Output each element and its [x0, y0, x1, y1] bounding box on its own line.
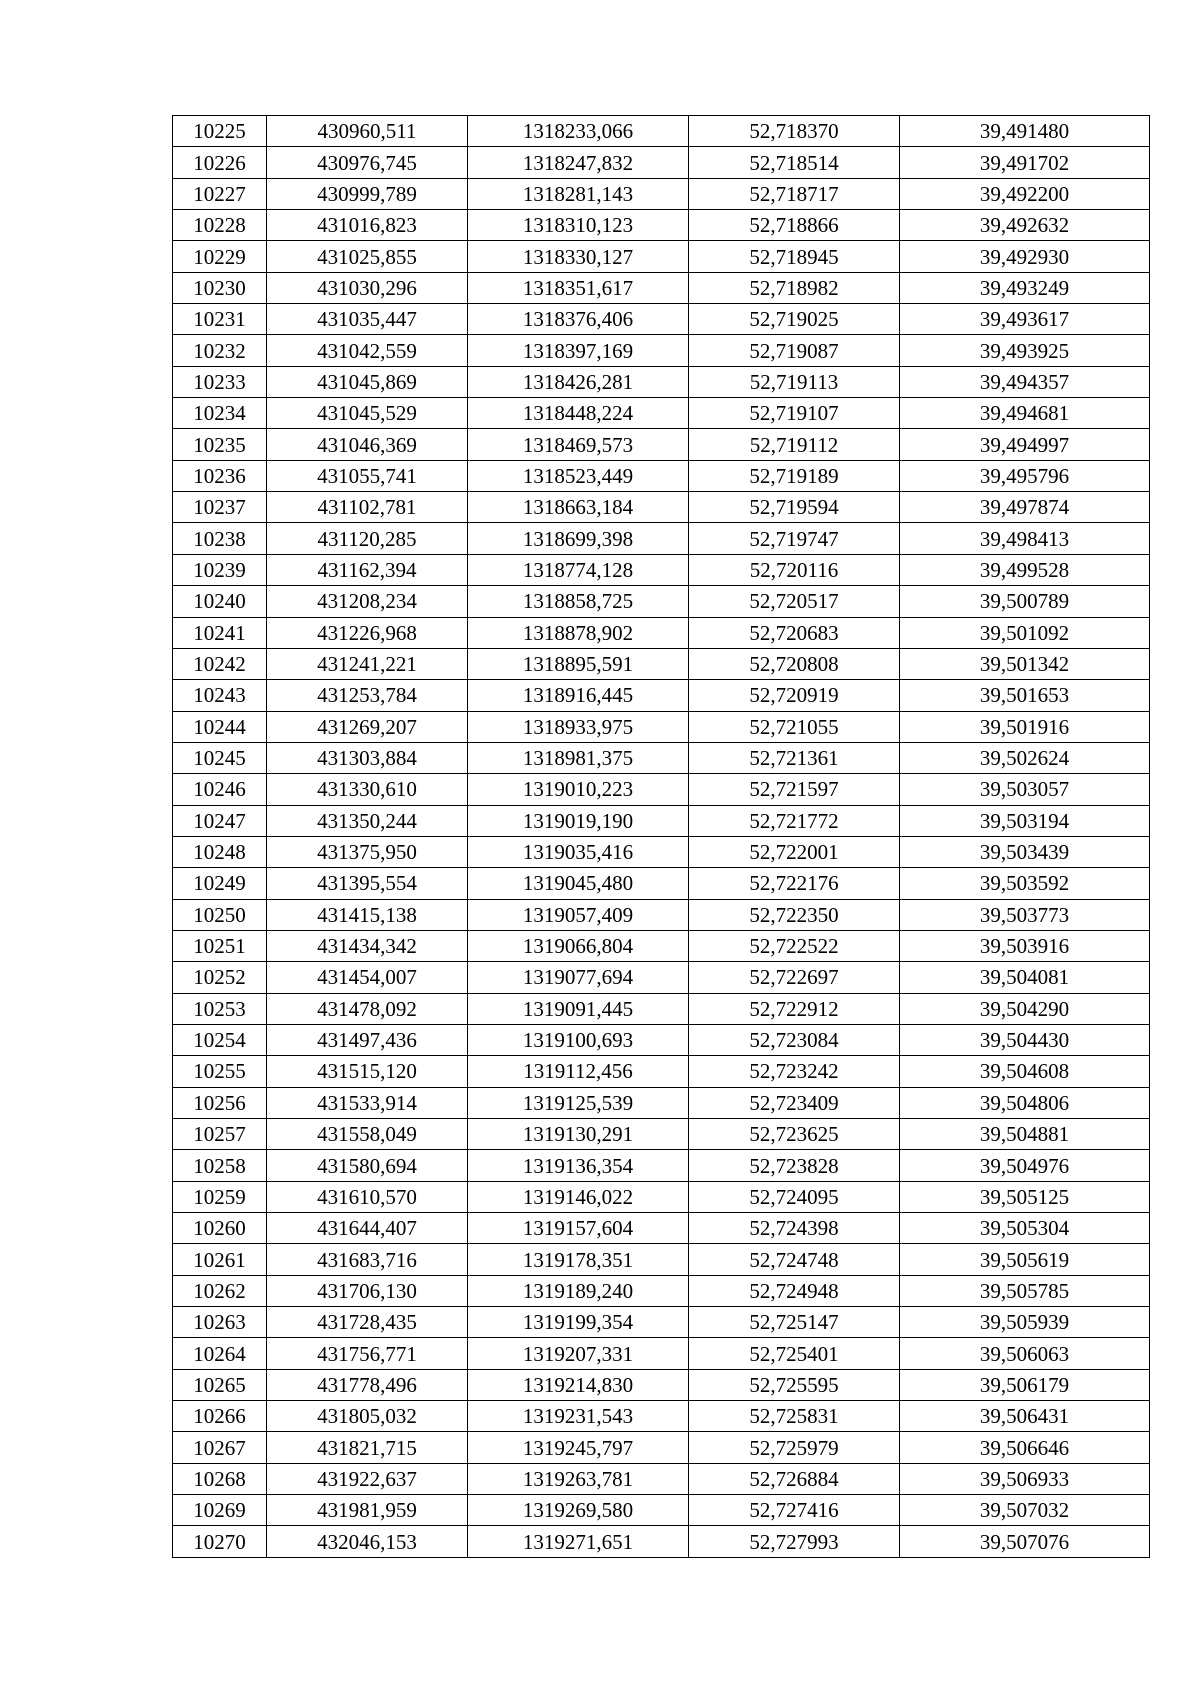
x-coordinate-cell: 431025,855	[267, 241, 468, 272]
latitude-cell: 52,724398	[689, 1213, 900, 1244]
longitude-cell: 39,507032	[900, 1495, 1150, 1526]
table-row	[173, 1463, 1150, 1494]
longitude-cell: 39,504290	[900, 993, 1150, 1024]
table-row	[173, 868, 1150, 899]
point-number-cell: 10229	[173, 241, 267, 272]
table-row	[173, 554, 1150, 585]
x-coordinate-cell: 432046,153	[267, 1526, 468, 1557]
x-coordinate-cell: 431922,637	[267, 1463, 468, 1494]
longitude-cell: 39,506646	[900, 1432, 1150, 1463]
y-coordinate-cell: 1318469,573	[468, 429, 689, 460]
point-number-cell: 10251	[173, 930, 267, 961]
coordinates-table	[172, 115, 1150, 1558]
latitude-cell: 52,726884	[689, 1463, 900, 1494]
latitude-cell: 52,719594	[689, 492, 900, 523]
x-coordinate-cell: 431162,394	[267, 554, 468, 585]
latitude-cell: 52,723242	[689, 1056, 900, 1087]
longitude-cell: 39,492200	[900, 178, 1150, 209]
table-row	[173, 648, 1150, 679]
table-row	[173, 272, 1150, 303]
latitude-cell: 52,721597	[689, 774, 900, 805]
y-coordinate-cell: 1319091,445	[468, 993, 689, 1024]
longitude-cell: 39,507076	[900, 1526, 1150, 1557]
point-number-cell: 10238	[173, 523, 267, 554]
point-number-cell: 10257	[173, 1119, 267, 1150]
table-row	[173, 523, 1150, 554]
x-coordinate-cell: 431515,120	[267, 1056, 468, 1087]
longitude-cell: 39,506063	[900, 1338, 1150, 1369]
point-number-cell: 10252	[173, 962, 267, 993]
table-row	[173, 398, 1150, 429]
y-coordinate-cell: 1318916,445	[468, 680, 689, 711]
x-coordinate-cell: 431706,130	[267, 1275, 468, 1306]
latitude-cell: 52,719025	[689, 304, 900, 335]
table-row	[173, 899, 1150, 930]
y-coordinate-cell: 1318895,591	[468, 648, 689, 679]
y-coordinate-cell: 1318933,975	[468, 711, 689, 742]
table-row	[173, 241, 1150, 272]
x-coordinate-cell: 431756,771	[267, 1338, 468, 1369]
point-number-cell: 10233	[173, 366, 267, 397]
y-coordinate-cell: 1319045,480	[468, 868, 689, 899]
point-number-cell: 10248	[173, 836, 267, 867]
table-row	[173, 742, 1150, 773]
y-coordinate-cell: 1318523,449	[468, 460, 689, 491]
y-coordinate-cell: 1319010,223	[468, 774, 689, 805]
point-number-cell: 10232	[173, 335, 267, 366]
longitude-cell: 39,503773	[900, 899, 1150, 930]
point-number-cell: 10235	[173, 429, 267, 460]
table-row	[173, 711, 1150, 742]
y-coordinate-cell: 1319245,797	[468, 1432, 689, 1463]
table-row	[173, 304, 1150, 335]
table-row	[173, 1087, 1150, 1118]
latitude-cell: 52,722522	[689, 930, 900, 961]
y-coordinate-cell: 1318351,617	[468, 272, 689, 303]
y-coordinate-cell: 1319178,351	[468, 1244, 689, 1275]
point-number-cell: 10262	[173, 1275, 267, 1306]
y-coordinate-cell: 1319189,240	[468, 1275, 689, 1306]
table-row	[173, 178, 1150, 209]
point-number-cell: 10231	[173, 304, 267, 335]
longitude-cell: 39,505619	[900, 1244, 1150, 1275]
latitude-cell: 52,718370	[689, 116, 900, 147]
x-coordinate-cell: 431303,884	[267, 742, 468, 773]
table-row	[173, 1024, 1150, 1055]
x-coordinate-cell: 431805,032	[267, 1401, 468, 1432]
x-coordinate-cell: 431102,781	[267, 492, 468, 523]
point-number-cell: 10268	[173, 1463, 267, 1494]
x-coordinate-cell: 431497,436	[267, 1024, 468, 1055]
x-coordinate-cell: 431208,234	[267, 586, 468, 617]
y-coordinate-cell: 1319125,539	[468, 1087, 689, 1118]
longitude-cell: 39,506933	[900, 1463, 1150, 1494]
point-number-cell: 10236	[173, 460, 267, 491]
longitude-cell: 39,505125	[900, 1181, 1150, 1212]
y-coordinate-cell: 1319100,693	[468, 1024, 689, 1055]
point-number-cell: 10255	[173, 1056, 267, 1087]
x-coordinate-cell: 431055,741	[267, 460, 468, 491]
longitude-cell: 39,493617	[900, 304, 1150, 335]
longitude-cell: 39,497874	[900, 492, 1150, 523]
y-coordinate-cell: 1318397,169	[468, 335, 689, 366]
x-coordinate-cell: 431045,869	[267, 366, 468, 397]
table-row	[173, 335, 1150, 366]
table-row	[173, 993, 1150, 1024]
y-coordinate-cell: 1319231,543	[468, 1401, 689, 1432]
x-coordinate-cell: 431226,968	[267, 617, 468, 648]
x-coordinate-cell: 431778,496	[267, 1369, 468, 1400]
point-number-cell: 10250	[173, 899, 267, 930]
y-coordinate-cell: 1318426,281	[468, 366, 689, 397]
table-row	[173, 1213, 1150, 1244]
y-coordinate-cell: 1318981,375	[468, 742, 689, 773]
table-row	[173, 1495, 1150, 1526]
point-number-cell: 10253	[173, 993, 267, 1024]
latitude-cell: 52,724948	[689, 1275, 900, 1306]
latitude-cell: 52,718717	[689, 178, 900, 209]
x-coordinate-cell: 431241,221	[267, 648, 468, 679]
table-row	[173, 930, 1150, 961]
longitude-cell: 39,501342	[900, 648, 1150, 679]
table-row	[173, 805, 1150, 836]
y-coordinate-cell: 1318310,123	[468, 210, 689, 241]
y-coordinate-cell: 1318858,725	[468, 586, 689, 617]
y-coordinate-cell: 1318663,184	[468, 492, 689, 523]
x-coordinate-cell: 430999,789	[267, 178, 468, 209]
coordinates-table-body	[173, 116, 1150, 1558]
table-row	[173, 962, 1150, 993]
point-number-cell: 10244	[173, 711, 267, 742]
x-coordinate-cell: 431533,914	[267, 1087, 468, 1118]
x-coordinate-cell: 431434,342	[267, 930, 468, 961]
table-row	[173, 1369, 1150, 1400]
x-coordinate-cell: 431045,529	[267, 398, 468, 429]
y-coordinate-cell: 1319207,331	[468, 1338, 689, 1369]
latitude-cell: 52,723625	[689, 1119, 900, 1150]
latitude-cell: 52,721361	[689, 742, 900, 773]
longitude-cell: 39,505304	[900, 1213, 1150, 1244]
point-number-cell: 10242	[173, 648, 267, 679]
point-number-cell: 10243	[173, 680, 267, 711]
y-coordinate-cell: 1318281,143	[468, 178, 689, 209]
point-number-cell: 10263	[173, 1307, 267, 1338]
table-row	[173, 680, 1150, 711]
y-coordinate-cell: 1319066,804	[468, 930, 689, 961]
point-number-cell: 10240	[173, 586, 267, 617]
x-coordinate-cell: 431981,959	[267, 1495, 468, 1526]
y-coordinate-cell: 1319077,694	[468, 962, 689, 993]
point-number-cell: 10245	[173, 742, 267, 773]
longitude-cell: 39,503592	[900, 868, 1150, 899]
x-coordinate-cell: 431253,784	[267, 680, 468, 711]
longitude-cell: 39,500789	[900, 586, 1150, 617]
latitude-cell: 52,719087	[689, 335, 900, 366]
y-coordinate-cell: 1319130,291	[468, 1119, 689, 1150]
y-coordinate-cell: 1319146,022	[468, 1181, 689, 1212]
latitude-cell: 52,725595	[689, 1369, 900, 1400]
x-coordinate-cell: 431042,559	[267, 335, 468, 366]
table-row	[173, 1181, 1150, 1212]
x-coordinate-cell: 431644,407	[267, 1213, 468, 1244]
table-row	[173, 1275, 1150, 1306]
x-coordinate-cell: 431415,138	[267, 899, 468, 930]
longitude-cell: 39,505785	[900, 1275, 1150, 1306]
table-row	[173, 1338, 1150, 1369]
table-row	[173, 1244, 1150, 1275]
latitude-cell: 52,718945	[689, 241, 900, 272]
latitude-cell: 52,718866	[689, 210, 900, 241]
longitude-cell: 39,491702	[900, 147, 1150, 178]
y-coordinate-cell: 1319157,604	[468, 1213, 689, 1244]
latitude-cell: 52,719113	[689, 366, 900, 397]
point-number-cell: 10260	[173, 1213, 267, 1244]
table-row	[173, 210, 1150, 241]
x-coordinate-cell: 431610,570	[267, 1181, 468, 1212]
point-number-cell: 10241	[173, 617, 267, 648]
x-coordinate-cell: 431683,716	[267, 1244, 468, 1275]
longitude-cell: 39,503916	[900, 930, 1150, 961]
longitude-cell: 39,503194	[900, 805, 1150, 836]
table-row	[173, 586, 1150, 617]
longitude-cell: 39,503057	[900, 774, 1150, 805]
table-row	[173, 1150, 1150, 1181]
longitude-cell: 39,499528	[900, 554, 1150, 585]
latitude-cell: 52,725401	[689, 1338, 900, 1369]
longitude-cell: 39,504976	[900, 1150, 1150, 1181]
y-coordinate-cell: 1318774,128	[468, 554, 689, 585]
latitude-cell: 52,724748	[689, 1244, 900, 1275]
x-coordinate-cell: 431728,435	[267, 1307, 468, 1338]
table-row	[173, 836, 1150, 867]
y-coordinate-cell: 1318699,398	[468, 523, 689, 554]
point-number-cell: 10246	[173, 774, 267, 805]
longitude-cell: 39,502624	[900, 742, 1150, 773]
x-coordinate-cell: 431035,447	[267, 304, 468, 335]
y-coordinate-cell: 1319263,781	[468, 1463, 689, 1494]
longitude-cell: 39,492632	[900, 210, 1150, 241]
point-number-cell: 10256	[173, 1087, 267, 1118]
table-row	[173, 1401, 1150, 1432]
longitude-cell: 39,494997	[900, 429, 1150, 460]
point-number-cell: 10234	[173, 398, 267, 429]
x-coordinate-cell: 431046,369	[267, 429, 468, 460]
longitude-cell: 39,494681	[900, 398, 1150, 429]
x-coordinate-cell: 431120,285	[267, 523, 468, 554]
point-number-cell: 10254	[173, 1024, 267, 1055]
latitude-cell: 52,722001	[689, 836, 900, 867]
longitude-cell: 39,503439	[900, 836, 1150, 867]
y-coordinate-cell: 1318247,832	[468, 147, 689, 178]
longitude-cell: 39,491480	[900, 116, 1150, 147]
x-coordinate-cell: 431395,554	[267, 868, 468, 899]
longitude-cell: 39,506431	[900, 1401, 1150, 1432]
table-row	[173, 429, 1150, 460]
latitude-cell: 52,719747	[689, 523, 900, 554]
point-number-cell: 10239	[173, 554, 267, 585]
latitude-cell: 52,723409	[689, 1087, 900, 1118]
point-number-cell: 10226	[173, 147, 267, 178]
point-number-cell: 10259	[173, 1181, 267, 1212]
longitude-cell: 39,498413	[900, 523, 1150, 554]
longitude-cell: 39,504081	[900, 962, 1150, 993]
point-number-cell: 10267	[173, 1432, 267, 1463]
y-coordinate-cell: 1318878,902	[468, 617, 689, 648]
point-number-cell: 10247	[173, 805, 267, 836]
longitude-cell: 39,504806	[900, 1087, 1150, 1118]
latitude-cell: 52,722350	[689, 899, 900, 930]
point-number-cell: 10261	[173, 1244, 267, 1275]
latitude-cell: 52,727993	[689, 1526, 900, 1557]
table-row	[173, 1056, 1150, 1087]
longitude-cell: 39,504881	[900, 1119, 1150, 1150]
latitude-cell: 52,725979	[689, 1432, 900, 1463]
point-number-cell: 10249	[173, 868, 267, 899]
table-row	[173, 147, 1150, 178]
longitude-cell: 39,501092	[900, 617, 1150, 648]
longitude-cell: 39,504430	[900, 1024, 1150, 1055]
longitude-cell: 39,506179	[900, 1369, 1150, 1400]
table-row	[173, 492, 1150, 523]
table-row	[173, 774, 1150, 805]
x-coordinate-cell: 431350,244	[267, 805, 468, 836]
longitude-cell: 39,493249	[900, 272, 1150, 303]
table-row	[173, 460, 1150, 491]
table-row	[173, 1432, 1150, 1463]
longitude-cell: 39,504608	[900, 1056, 1150, 1087]
x-coordinate-cell: 431269,207	[267, 711, 468, 742]
y-coordinate-cell: 1319035,416	[468, 836, 689, 867]
point-number-cell: 10264	[173, 1338, 267, 1369]
longitude-cell: 39,492930	[900, 241, 1150, 272]
point-number-cell: 10225	[173, 116, 267, 147]
latitude-cell: 52,720808	[689, 648, 900, 679]
y-coordinate-cell: 1319271,651	[468, 1526, 689, 1557]
y-coordinate-cell: 1318330,127	[468, 241, 689, 272]
point-number-cell: 10269	[173, 1495, 267, 1526]
latitude-cell: 52,722176	[689, 868, 900, 899]
latitude-cell: 52,725831	[689, 1401, 900, 1432]
latitude-cell: 52,723828	[689, 1150, 900, 1181]
point-number-cell: 10230	[173, 272, 267, 303]
longitude-cell: 39,505939	[900, 1307, 1150, 1338]
y-coordinate-cell: 1319136,354	[468, 1150, 689, 1181]
x-coordinate-cell: 431454,007	[267, 962, 468, 993]
x-coordinate-cell: 431478,092	[267, 993, 468, 1024]
x-coordinate-cell: 431821,715	[267, 1432, 468, 1463]
latitude-cell: 52,724095	[689, 1181, 900, 1212]
point-number-cell: 10270	[173, 1526, 267, 1557]
latitude-cell: 52,719112	[689, 429, 900, 460]
latitude-cell: 52,719107	[689, 398, 900, 429]
table-row	[173, 1119, 1150, 1150]
table-row	[173, 116, 1150, 147]
latitude-cell: 52,719189	[689, 460, 900, 491]
y-coordinate-cell: 1319269,580	[468, 1495, 689, 1526]
x-coordinate-cell: 431016,823	[267, 210, 468, 241]
latitude-cell: 52,727416	[689, 1495, 900, 1526]
longitude-cell: 39,501653	[900, 680, 1150, 711]
point-number-cell: 10266	[173, 1401, 267, 1432]
point-number-cell: 10265	[173, 1369, 267, 1400]
latitude-cell: 52,721055	[689, 711, 900, 742]
table-row	[173, 366, 1150, 397]
point-number-cell: 10237	[173, 492, 267, 523]
longitude-cell: 39,501916	[900, 711, 1150, 742]
latitude-cell: 52,721772	[689, 805, 900, 836]
y-coordinate-cell: 1319199,354	[468, 1307, 689, 1338]
x-coordinate-cell: 431580,694	[267, 1150, 468, 1181]
longitude-cell: 39,493925	[900, 335, 1150, 366]
point-number-cell: 10227	[173, 178, 267, 209]
latitude-cell: 52,718982	[689, 272, 900, 303]
table-row	[173, 1526, 1150, 1557]
latitude-cell: 52,720517	[689, 586, 900, 617]
latitude-cell: 52,720116	[689, 554, 900, 585]
point-number-cell: 10228	[173, 210, 267, 241]
latitude-cell: 52,718514	[689, 147, 900, 178]
x-coordinate-cell: 431375,950	[267, 836, 468, 867]
x-coordinate-cell: 430960,511	[267, 116, 468, 147]
longitude-cell: 39,494357	[900, 366, 1150, 397]
y-coordinate-cell: 1319214,830	[468, 1369, 689, 1400]
y-coordinate-cell: 1319057,409	[468, 899, 689, 930]
table-row	[173, 1307, 1150, 1338]
point-number-cell: 10258	[173, 1150, 267, 1181]
y-coordinate-cell: 1318376,406	[468, 304, 689, 335]
table-row	[173, 617, 1150, 648]
latitude-cell: 52,723084	[689, 1024, 900, 1055]
latitude-cell: 52,722912	[689, 993, 900, 1024]
x-coordinate-cell: 431330,610	[267, 774, 468, 805]
x-coordinate-cell: 431558,049	[267, 1119, 468, 1150]
y-coordinate-cell: 1318448,224	[468, 398, 689, 429]
y-coordinate-cell: 1319112,456	[468, 1056, 689, 1087]
y-coordinate-cell: 1319019,190	[468, 805, 689, 836]
latitude-cell: 52,722697	[689, 962, 900, 993]
x-coordinate-cell: 431030,296	[267, 272, 468, 303]
longitude-cell: 39,495796	[900, 460, 1150, 491]
y-coordinate-cell: 1318233,066	[468, 116, 689, 147]
latitude-cell: 52,720683	[689, 617, 900, 648]
latitude-cell: 52,725147	[689, 1307, 900, 1338]
x-coordinate-cell: 430976,745	[267, 147, 468, 178]
latitude-cell: 52,720919	[689, 680, 900, 711]
